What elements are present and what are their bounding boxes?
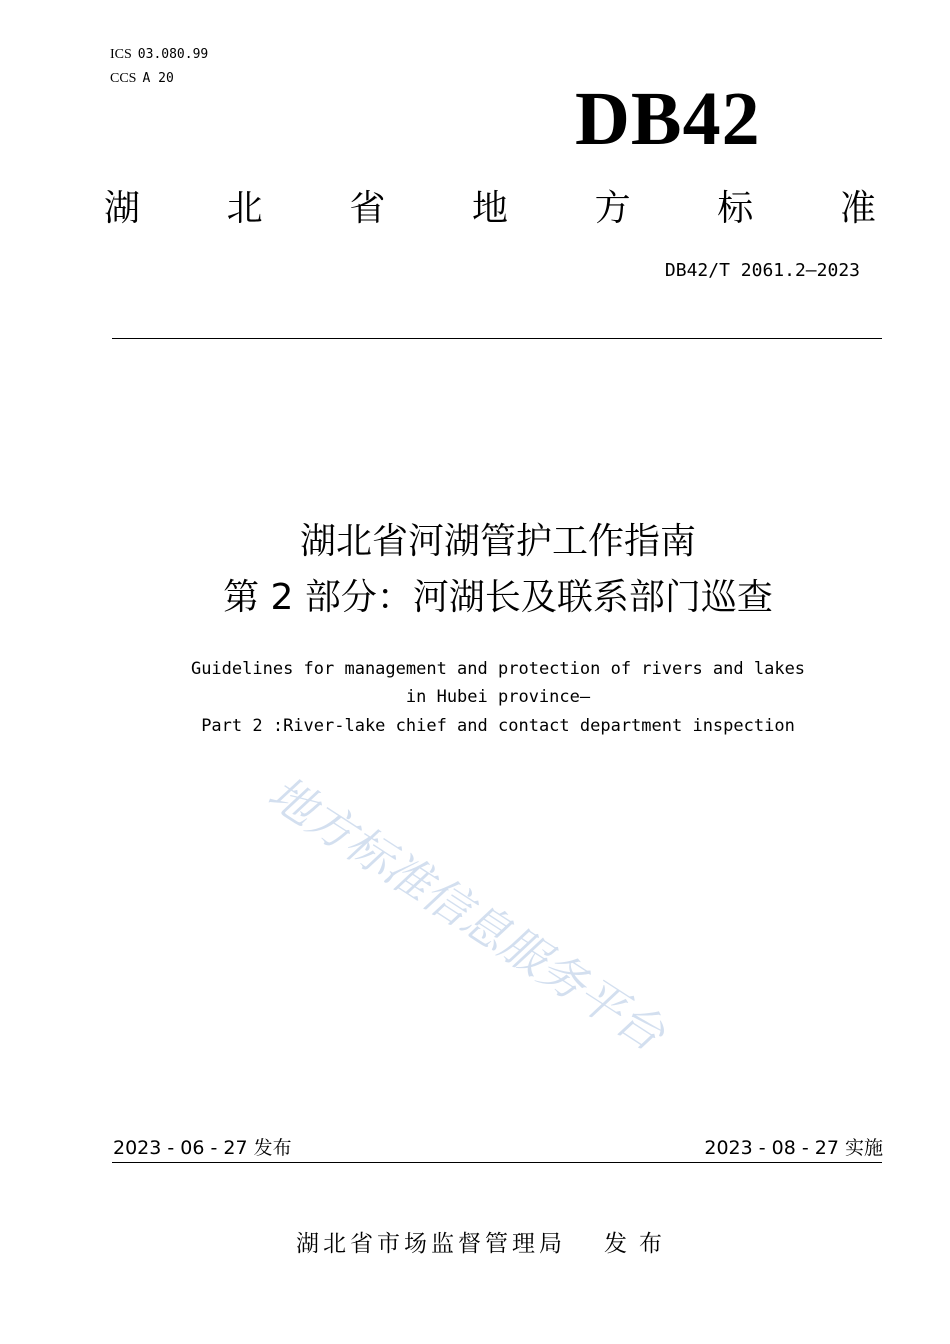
issuer-line [0, 1225, 950, 1258]
standard-type-char: 湖 [104, 188, 141, 229]
standard-type-char: 地 [471, 188, 508, 229]
ccs-label: CCS [110, 71, 137, 86]
issuer-name: 湖北省市场监督管理局 [296, 1231, 566, 1257]
standard-type-char: 方 [594, 188, 631, 229]
ics-code: 03.080.99 [137, 47, 209, 62]
ccs-classification [110, 71, 174, 87]
bottom-divider [112, 1162, 882, 1163]
english-title-line3: Part 2 :River-lake chief and contact department inspection [201, 716, 795, 736]
standard-mark: DB42 [575, 77, 761, 161]
ccs-code: A 20 [142, 71, 174, 86]
implementation-date: 2023 - 08 - 27 实施 [704, 1137, 883, 1159]
chinese-title-line2: 第 2 部分：河湖长及联系部门巡查 [223, 577, 773, 618]
standard-type-char: 标 [717, 188, 754, 229]
standard-type-char: 准 [839, 188, 876, 229]
issuer-action: 发布 [604, 1231, 674, 1257]
english-title-line1: Guidelines for management and protection of rivers and lakes [190, 659, 806, 679]
standard-type-char: 省 [349, 188, 386, 229]
standard-type-heading [104, 185, 876, 233]
watermark: 地方标准信息服务平台 [258, 765, 675, 1062]
english-title-line2: in Hubei province— [405, 687, 591, 707]
issue-date: 2023 - 06 - 27 发布 [113, 1137, 292, 1159]
chinese-title-line1: 湖北省河湖管护工作指南 [299, 521, 696, 562]
ics-classification [110, 47, 208, 63]
ics-label: ICS [110, 47, 132, 62]
standard-number: DB42/T 2061.2—2023 [664, 260, 860, 281]
top-divider [112, 338, 882, 339]
standard-type-char: 北 [226, 188, 263, 229]
